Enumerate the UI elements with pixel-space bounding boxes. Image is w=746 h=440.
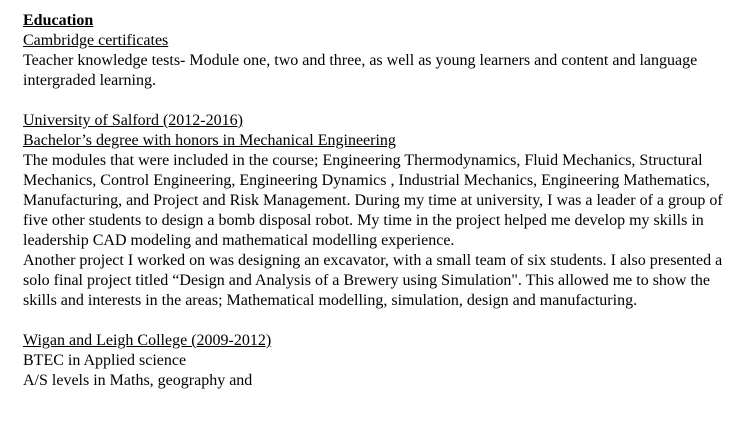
cambridge-description: Teacher knowledge tests- Module one, two and three, as well as young learners and content and language intergraded learning. — [23, 52, 698, 89]
salford-degree: Bachelor’s degree with honors in Mechanical Engineering — [23, 132, 396, 149]
wigan-line-alevels: A/S levels in Maths, geography and — [23, 372, 253, 389]
salford-title: University of Salford (2012-2016) — [23, 112, 243, 129]
wigan-title: Wigan and Leigh College (2009-2012) — [23, 332, 272, 349]
spacer — [23, 311, 738, 331]
section-heading: Education — [23, 12, 94, 29]
salford-paragraph-modules: The modules that were included in the course; Engineering Thermodynamics, Fluid Mechanics, Structural Mechanics, Control Engineering, Engineering Dynamics , Industrial Mechanics, Engineering Mathematics, Manufacturing, and Project and Risk Management. During my time at university, I was a leader of a group of five other students to design a bomb disposal robot. My time in the project helped me develop my skills in leadership CAD modeling and mathematical modelling experience. — [23, 152, 723, 249]
salford-paragraph-projects: Another project I worked on was designing an excavator, with a small team of six students. I also presented a solo final project titled “Design and Analysis of a Brewery using Simulation". This allowed me to show the skills and interests in the areas; Mathematical modelling, simulation, design and manufacturing. — [23, 252, 723, 309]
spacer — [23, 91, 738, 111]
wigan-line-btec: BTEC in Applied science — [23, 352, 187, 369]
cambridge-title: Cambridge certificates — [23, 32, 169, 49]
cv-education-section — [23, 11, 738, 391]
